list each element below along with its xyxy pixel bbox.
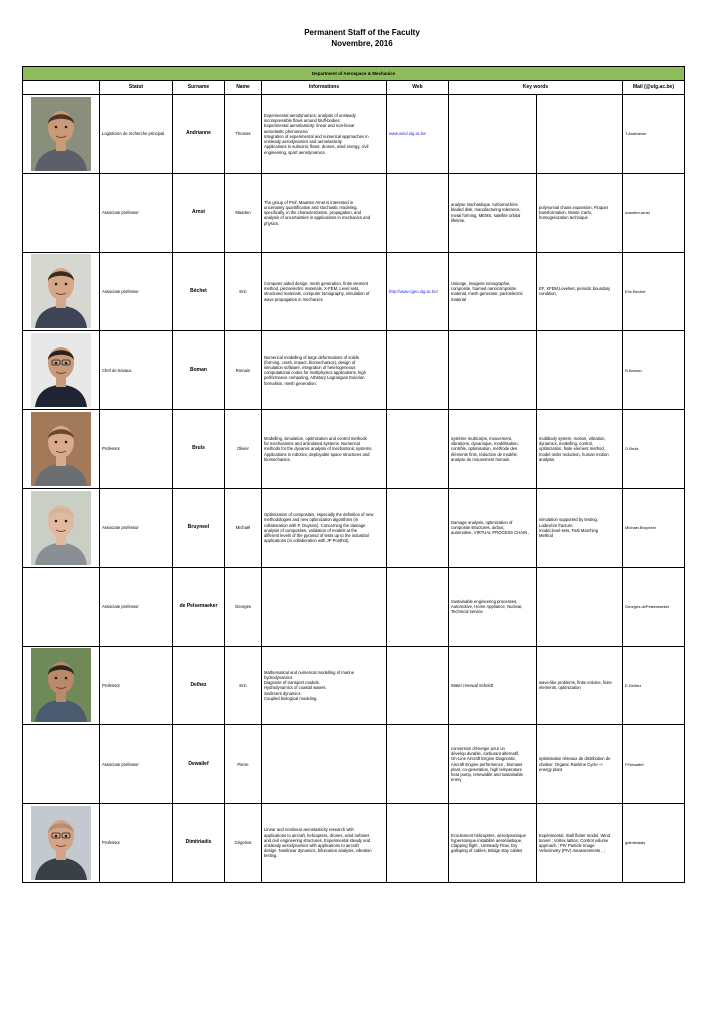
staff-name: Thomas [225, 95, 262, 174]
staff-keywords-fr: conversion d'énergie pour un dévelop.durable, carburant alternatif, On-Line Aircraft Engine Diagnostic, Aircraft Engine performence , biomass plant, co-generation, high temperature heat pump, renewable and sustainable enery [449, 725, 537, 804]
staff-keywords-en: wave-like problems, finite volume, finite elements, optimization [537, 646, 623, 725]
staff-name: Pierre [225, 725, 262, 804]
portrait-man-outdoors [31, 648, 91, 722]
portrait-man-glasses-suit [31, 333, 91, 407]
staff-keywords-en: EF, XFEM,Levelset, periodic boundary condition, [537, 252, 623, 331]
staff-name: Grigorios [225, 804, 262, 883]
staff-keywords-en: multibody system, motion, vibration, dynamics, modelling, control, optimization, finite element method, model order reduction, human motion analysis. [537, 410, 623, 489]
staff-keywords-fr [449, 331, 537, 410]
staff-name: Eric [225, 646, 262, 725]
staff-informations: Computer aided design, mesh generation, finite element method, piezoelectric materials, X-FEM, Level sets, structured materials, computer tomography, simulation of wave propagation in mechanics [262, 252, 387, 331]
staff-surname: Béchet [173, 252, 225, 331]
staff-informations: The group of Prof. Maarten Arnst is interested in uncertainty quantification and stochastic modeling, specifically, in the characterization, propagation, and analysis of uncertainties in applications in mechanics and physics. [262, 173, 387, 252]
staff-statut: Professor [100, 646, 173, 725]
staff-name: Maarten [225, 173, 262, 252]
staff-statut: Professor [100, 410, 173, 489]
portrait-smiling-man [31, 97, 91, 171]
staff-statut: Associate professor [100, 725, 173, 804]
staff-mail: R.Boman [623, 331, 685, 410]
col-name-header: Name [225, 81, 262, 95]
staff-row [23, 410, 685, 489]
staff-keywords-fr: Usinage, imagerie tomographie, composite, foamed nanocomposite material, mesh generator, piezoelectric material [449, 252, 537, 331]
staff-keywords-fr [449, 95, 537, 174]
department-header: Department of Aerospace & Mechanics [23, 67, 685, 81]
staff-row [23, 646, 685, 725]
staff-keywords-fr: analyse stochastique, turbomachine bladed disk, manufacturing tolerance, metal forming, MEMS, satellite orbital lifetime, [449, 173, 537, 252]
staff-keywords-en: optimisation réseaux de distribution de chaleur, Organic Rankine Cycle -> energy plant [537, 725, 623, 804]
staff-mail: E.Delhez [623, 646, 685, 725]
staff-informations: Linear and nonlinear aeroelasticity research with applications to aircraft, helicopters, drones, wind turbines and civil engineering structures. Experimental steady and unsteady aerodynamics with applications to aircraft design. Nonlinear dynamics, bifurcation analysis, vibration testing. [262, 804, 387, 883]
staff-surname: Boman [173, 331, 225, 410]
staff-row [23, 173, 685, 252]
staff-name: Georges [225, 567, 262, 646]
staff-web [387, 173, 449, 252]
staff-name: Olivier [225, 410, 262, 489]
staff-web [387, 646, 449, 725]
portrait-young-man [31, 412, 91, 486]
staff-keywords-fr: système multicorps, mouvement, vibrations, dynamique, modélisation, contrôle, optimisation, méthode des éléments finis, réduction de modèle, analyse du mouvement humain. [449, 410, 537, 489]
staff-keywords-en: polynomial chaos expansion, Floquet transformation, Monte Carlo, homogenization technique [537, 173, 623, 252]
portrait-man-glasses-bald [31, 806, 91, 880]
staff-web [387, 488, 449, 567]
staff-name: Eric [225, 252, 262, 331]
col-photo-header [23, 81, 100, 95]
staff-informations: Mathematical and numerical modelling of marine hydrodynamics. Diagnose of transport models. Hydrodynamics of coastal waters. Sediment dynamics Coupled biological modeling. [262, 646, 387, 725]
staff-statut: Chef de travaux [100, 331, 173, 410]
portrait-man-short-hair [31, 254, 91, 328]
staff-surname: Dewallef [173, 725, 225, 804]
staff-row [23, 95, 685, 174]
staff-row [23, 725, 685, 804]
staff-statut: Associate professor [100, 252, 173, 331]
staff-surname: Bruyneel [173, 488, 225, 567]
staff-surname: Dimitriadis [173, 804, 225, 883]
staff-keywords-en [537, 95, 623, 174]
staff-keywords-fr: Ecoulement hélicoptère, aérodynamique hypersonique,instabilité aéroélastique, Clapping flight , Unsteady Flow, Dry galloping of cables, Bridge stay cables [449, 804, 537, 883]
staff-mail: P.Dewallef [623, 725, 685, 804]
staff-web [387, 331, 449, 410]
staff-web[interactable]: www.wind.ulg.ac.be [387, 95, 449, 174]
staff-web [387, 725, 449, 804]
col-informations-header: Informations [262, 81, 387, 95]
staff-statut: Logisticien de recherche principal [100, 95, 173, 174]
staff-mail: Eric.Bechet [623, 252, 685, 331]
staff-web [387, 410, 449, 489]
col-surname-header: Surname [173, 81, 225, 95]
staff-mail: O.Bruls [623, 410, 685, 489]
staff-web [387, 567, 449, 646]
staff-table [22, 66, 685, 883]
photo [23, 646, 100, 725]
staff-surname: Delhez [173, 646, 225, 725]
photo [23, 725, 100, 804]
staff-informations: Optimization of composites, especially the definition of new methodologies and new optimization algorithms (in collaboration with P. Duysinx). Concerning the damage analysis of composites, validation of models at the different levels of the pyramid of tests up to the industrial applications (in collaboration with JP Ponthot). [262, 488, 387, 567]
staff-keywords-en [537, 567, 623, 646]
staff-keywords-en: simulation supported by testing, Ladevèze fracture model,level-sets, Fast Marching Method [537, 488, 623, 567]
photo [23, 410, 100, 489]
staff-name: Michaël [225, 488, 262, 567]
staff-row [23, 331, 685, 410]
staff-surname: de Pelsemaeker [173, 567, 225, 646]
staff-row [23, 567, 685, 646]
photo [23, 488, 100, 567]
photo [23, 567, 100, 646]
staff-mail: T.Andrianne [623, 95, 685, 174]
col-keywords-header: Key words [449, 81, 623, 95]
staff-surname: Andrianne [173, 95, 225, 174]
staff-mail: maarten.arnst [623, 173, 685, 252]
staff-keywords-en: Expérimental, Stall flutter model, Wind tunnel ; Vortex lattice; Control volume approach ; PIV Particle Image Velocimetry (PIV) measurements , ; [537, 804, 623, 883]
staff-informations [262, 567, 387, 646]
col-statut-header: Statut [100, 81, 173, 95]
staff-row [23, 804, 685, 883]
staff-mail: Georges.dePelsemaeker [623, 567, 685, 646]
photo [23, 95, 100, 174]
staff-informations [262, 725, 387, 804]
staff-name: Romain [225, 331, 262, 410]
staff-row [23, 488, 685, 567]
staff-surname: Bruls [173, 410, 225, 489]
photo [23, 173, 100, 252]
col-web-header: Web [387, 81, 449, 95]
photo [23, 252, 100, 331]
col-mail-header: Mail (@ulg.ac.be) [623, 81, 685, 95]
portrait-bald-man [31, 491, 91, 565]
staff-keywords-fr: Damage analysis, optimization of composite structures, airbus, automotive, VIRTUAL PROCESS CHAIN , [449, 488, 537, 567]
staff-statut: Professor [100, 804, 173, 883]
staff-statut: Associate professor [100, 173, 173, 252]
staff-statut: Associate professor [100, 567, 173, 646]
photo [23, 804, 100, 883]
staff-row [23, 252, 685, 331]
staff-mail: Michael.Bruyneel [623, 488, 685, 567]
staff-web[interactable]: http://www.cgeo.ulg.ac.be/ [387, 252, 449, 331]
staff-informations: Numerical modelling of large deformations of solids (forming, crash, impact, biomechanics), design of simulation software, integration of heterogeneous computational codes for multiphysics applications, high performance computing, Arbitrary Lagrangian Eulerian formalism, mesh generation. [262, 331, 387, 410]
staff-informations: Experimental aerodynamics: analysis of unsteady incompressible flows around bluff-bodies Experimental aeroelasticity: linear and non-linear aeroelastic phenomena Integration of experimental and numerical approaches in unsteady aerodynamics and aeroelasticity Applications in subsonic flows: drones, wind energy, civil engineering, sport aerodynamics. [262, 95, 387, 174]
staff-keywords-fr: Sustainable engineering processes, Automotive, Home Appliance, Nuclear, Technical service [449, 567, 537, 646]
staff-statut: Associate professor [100, 488, 173, 567]
staff-surname: Arnst [173, 173, 225, 252]
staff-keywords-en [537, 331, 623, 410]
staff-mail: gdimitriadis [623, 804, 685, 883]
staff-web [387, 804, 449, 883]
staff-informations: Modelling, simulation, optimization and control methods for mechanisms and articulated systems. Numerical methods for the dynamic analysis of mechatronic systems. Applications in robotics, deployable space structures and biomechanics. [262, 410, 387, 489]
page-title: Permanent Staff of the Faculty [304, 28, 420, 37]
page-subtitle: Novembre, 2016 [331, 39, 393, 48]
photo [23, 331, 100, 410]
staff-keywords-fr: Water renewal Scheldt [449, 646, 537, 725]
